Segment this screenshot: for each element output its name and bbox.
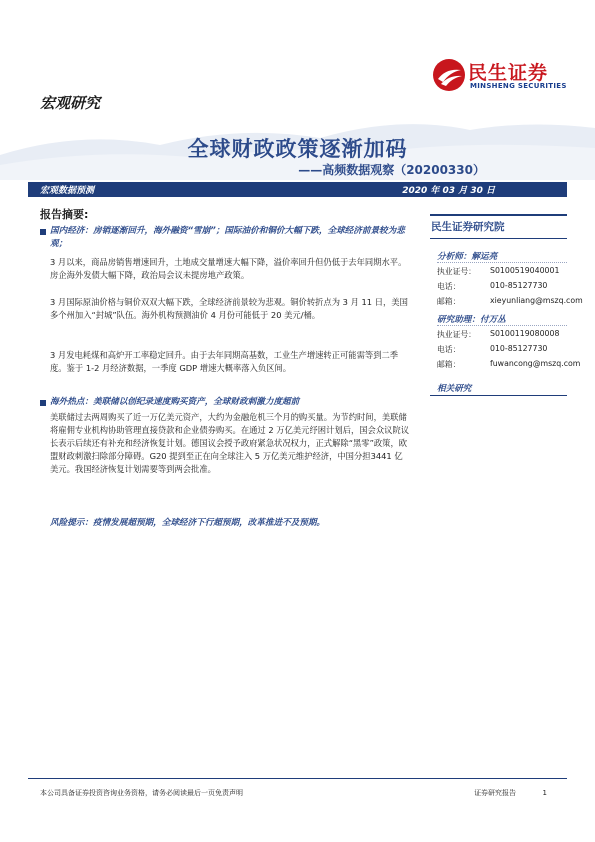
assistant-email-label: 邮箱： [437,360,461,369]
bullet-icon [40,400,46,406]
paragraph: 3 月国际原油价格与铜价双双大幅下跌，全球经济前景较为悲观。铜价转折点为 3 月 11 日，美国多个州加入“封城”队伍。海外机构预测油价 4 月份可能低于 20 美元/桶。 [50,297,408,320]
divider [437,262,567,263]
assistant-phone-label: 电话： [437,345,461,354]
footer-info [474,788,547,798]
paragraph: 3 月发电耗煤和高炉开工率稳定回升。由于去年同期高基数，工业生产增速转正可能需等到二季度。鉴于 1-2 月经济数据，一季度 GDP 增速大概率落入负区间。 [50,350,399,373]
paragraph: 美联储过去两周购买了近一万亿美元资产，大约为金融危机三个月的购买量。为节约时间，美联储将雇佣专业机构协助管理直接贷款和企业债券购买。在通过 2 万亿美元纾困计划后，国会众议院议长表示后续还有补充和经济恢复计划。德国议会授予政府紧急状况权力，正式解除“黑零”政策，欧盟财政刺激扫除部分障碍。G20 提到至正在向全球注入 5 万亿美元维护经济，中国分担3441 亿美元。我国经济恢复计划需要等到两会批准。 [50,412,410,474]
divider [437,325,567,326]
brand-logo-icon [432,58,466,92]
risk-warning: 风险提示：疫情发展超预期，全球经济下行超预期，改革推进不及预期。 [50,518,326,528]
assistant-license: S0100119080008 [490,329,560,338]
institute-name: 民生证券研究院 [431,221,505,233]
sidebar-rule [430,238,567,239]
page-subtitle: ——高频数据观察（20200330） [298,163,485,177]
analyst-email[interactable]: xieyunliang@mszq.com [490,296,583,305]
section-label: 宏观研究 [40,94,101,112]
paragraph: 3 月以来，商品房销售增速回升，土地成交量增速大幅下降，溢价率回升但仍低于去年同期水平。房企海外发债大幅下降，政治局会议未提房地产政策。 [50,257,407,280]
analyst-license-label: 执业证号： [437,267,476,276]
footer-rule [28,778,567,779]
sidebar-rule [430,395,567,396]
analyst-name: 分析师：解运亮 [437,252,498,262]
analyst-phone: 010-85127730 [490,281,548,290]
footer-disclaimer: 本公司具备证券投资咨询业务资格，请务必阅读最后一页免责声明 [40,789,243,797]
sidebar-top-rule [430,214,567,216]
highlight-domestic: 国内经济：房销逐渐回升，海外融资“雪崩”；国际油价和铜价大幅下跌，全球经济前景较为悲观； [50,226,405,249]
footer-doc-type: 证券研究报告 [474,789,517,797]
assistant-license-label: 执业证号： [437,330,476,339]
report-date: 2020 年 03 月 30 日 [402,186,495,196]
summary-heading: 报告摘要: [40,208,89,221]
analyst-license: S0100519040001 [490,266,560,275]
related-research-heading: 相关研究 [437,384,472,394]
report-category: 宏观数据预测 [40,186,95,196]
assistant-phone: 010-85127730 [490,344,548,353]
bullet-icon [40,229,46,235]
assistant-name: 研究助理：付万丛 [437,315,506,325]
page-title: 全球财政政策逐渐加码 [187,137,408,161]
brand-name-en: MINSHENG SECURITIES [470,82,567,90]
highlight-overseas: 海外热点：美联储以创纪录速度购买资产，全球财政刺激力度超前 [50,397,300,407]
analyst-phone-label: 电话： [437,282,461,291]
analyst-email-label: 邮箱： [437,297,461,306]
assistant-email[interactable]: fuwancong@mszq.com [490,359,581,368]
brand-name: 民生证券 [468,62,549,84]
page-number: 1 [542,789,547,797]
